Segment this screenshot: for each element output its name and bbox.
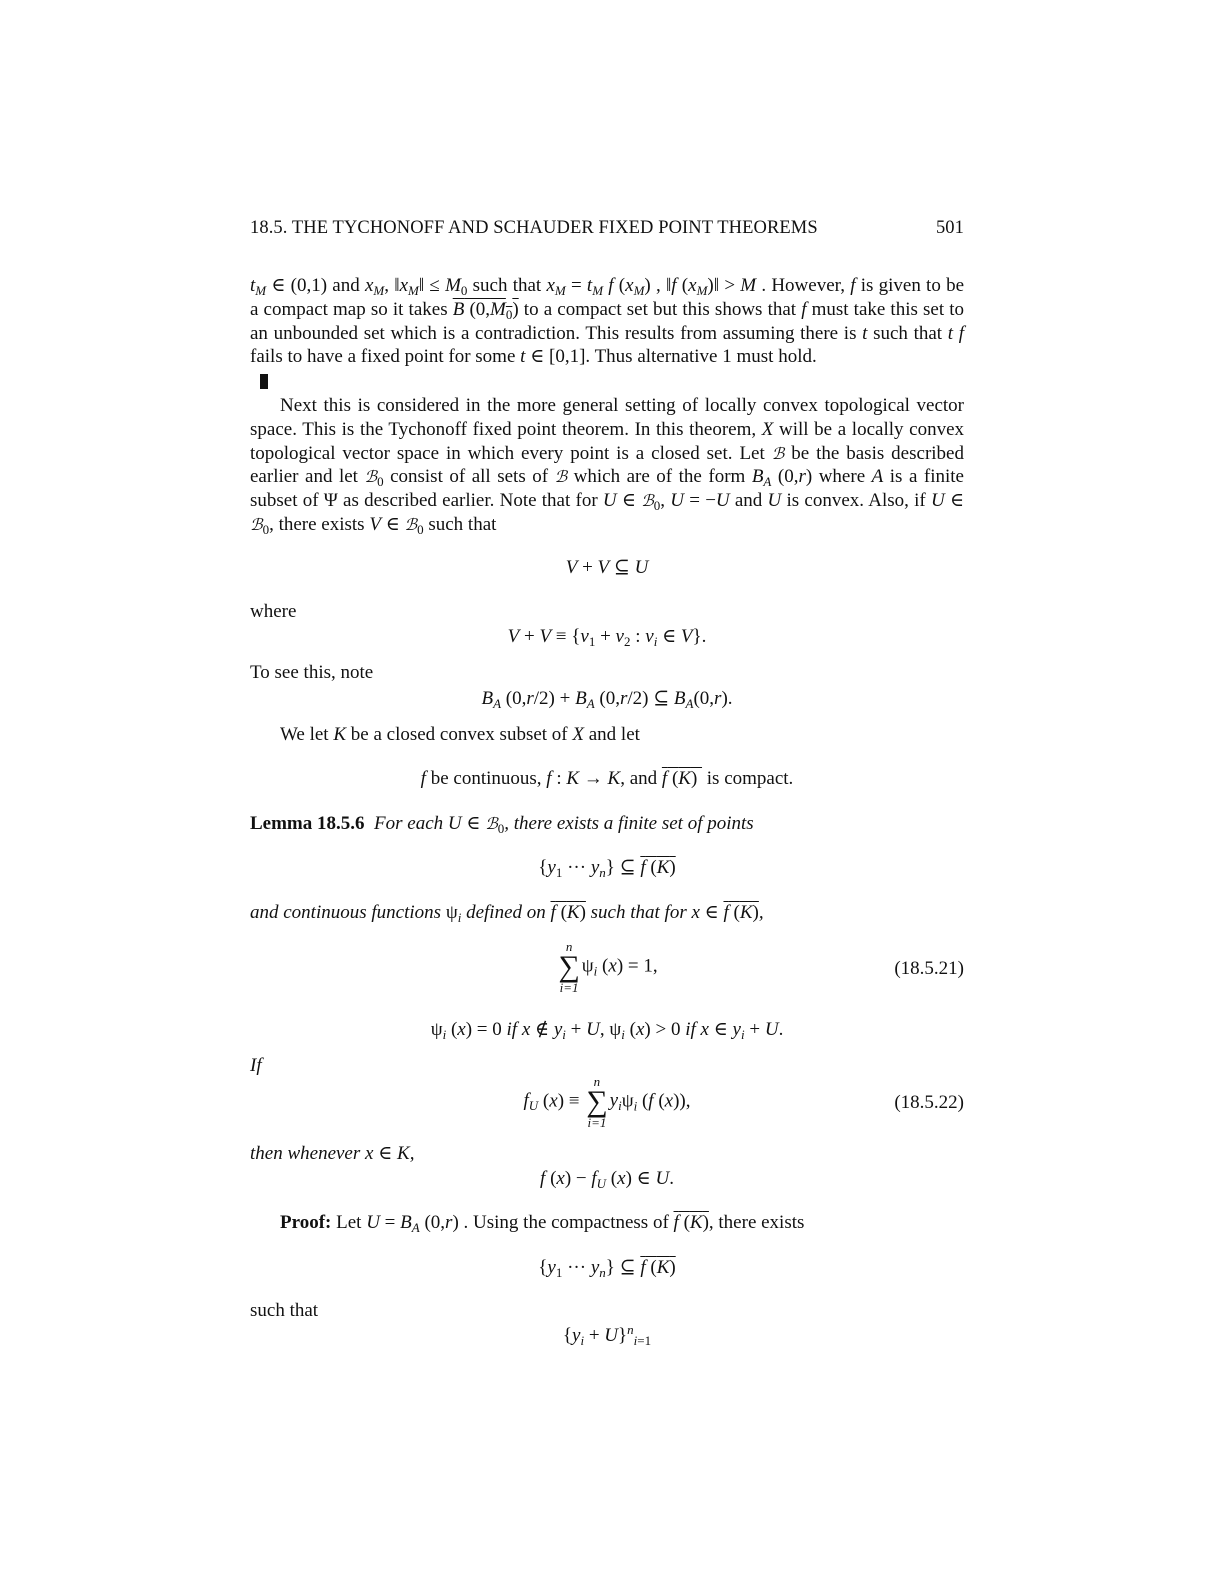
paragraph-proof-continuation: $t_M$ ∈ (0,1) and $x_M$, $‖x_M‖ \le M_0$ such that $x_M = t_M$ f $(x_M)$ , ‖f $(x_M)‖ > M$ . However, f is given to be a compact map so it takes B $(0,M_0)$ to a compact set but this shows that f must take this set to an unbounded set which is a contradiction. This results from assuming there is t such that t f fails to have a fixed point for some t ∈ [0,1]. Thus alternative 1 must hold. [250, 274, 964, 395]
paragraph-tychonoff-intro: Next this is considered in the more general setting of locally convex topological vector space. This is the Tychonoff fixed point theorem. In this theorem, X will be a locally convex topological vector space in which every point is a closed set. Let ℬ be the basis described earlier and let ℬ$_0$ consist of all sets of ℬ which are of the form $B_A$ (0,r) where A is a finite subset of Ψ as described earlier. Note that for U ∈ ℬ$_0$, U = −U and U is convex. Also, if U ∈ ℬ$_0$, there exists V ∈ ℬ$_0$ such that [250, 395, 965, 537]
equation-y-set-proof: {$y_1$ ··· $y_n$} ⊆ f (K) [538, 1257, 676, 1280]
text-then-whenever: then whenever x ∈ K, [250, 1143, 415, 1164]
equation-number-21: (18.5.21) [894, 958, 964, 979]
equation-v-plus-v-subset: V + V ⊆ U [565, 557, 649, 578]
equation-v-plus-v-def: $V + V \equiv \{v_1 + v_2$ : $v_i$ ∈ V}. [507, 626, 707, 649]
text-to-see: To see this, note [250, 662, 374, 683]
section-title: 18.5. THE TYCHONOFF AND SCHAUDER FIXED POINT THEOREMS [250, 218, 818, 238]
page-number: 501 [935, 218, 964, 238]
text-we-let: We let K be a closed convex subset of X and let [280, 724, 640, 745]
equation-f-minus-fu: f $(x) - f_U$ (x) ∈ U. [540, 1168, 674, 1191]
equation-f-u-def: $f_U$ (x) ≡ n ∑ i=1 $y_i\psi_i$ (f (x)), [523, 1074, 691, 1130]
equation-y-set: {$y_1$ ··· $y_n$} ⊆ f (K) [538, 857, 676, 880]
page-content [250, 218, 965, 1348]
text-such-that: such that [250, 1300, 319, 1321]
lemma-statement: Lemma 18.5.6 For each U ∈ ℬ$_0$, there exists a finite set of points [250, 813, 754, 836]
equation-number-22: (18.5.22) [894, 1092, 964, 1113]
text-where: where [250, 601, 297, 622]
equation-psi-support: $\psi_i$ (x) = 0 if x ∉ $y_i + U$, $\psi_i$ (x) > 0 if x ∈ $y_i + U$. [430, 1019, 784, 1042]
equation-f-continuous: f be continuous, f : K → K, and f (K) is compact. [420, 768, 794, 789]
equation-cover: $\{y_i + U\}^n_{i=1}$ [562, 1322, 652, 1348]
text-if: If [250, 1055, 262, 1076]
proof-start: Proof: Let $U = B_A$ (0,r) . Using the compactness of f (K), there exists [280, 1212, 805, 1235]
equation-ball-sum: $B_A$ $(0,r/2) + B_A$ (0,r/2) ⊆ $B_A(0,r)$. [481, 688, 733, 711]
lemma-label: Lemma 18.5.6 [250, 813, 365, 834]
lemma-continuation: and continuous functions $\psi_i$ defined on f (K) such that for x ∈ f (K), [250, 902, 764, 925]
running-header [250, 218, 964, 246]
proof-label: Proof: [280, 1212, 332, 1233]
qed-mark [260, 374, 268, 389]
equation-partition-unity: n ∑ i=1 $\psi_i$ (x) = 1, [558, 939, 658, 995]
